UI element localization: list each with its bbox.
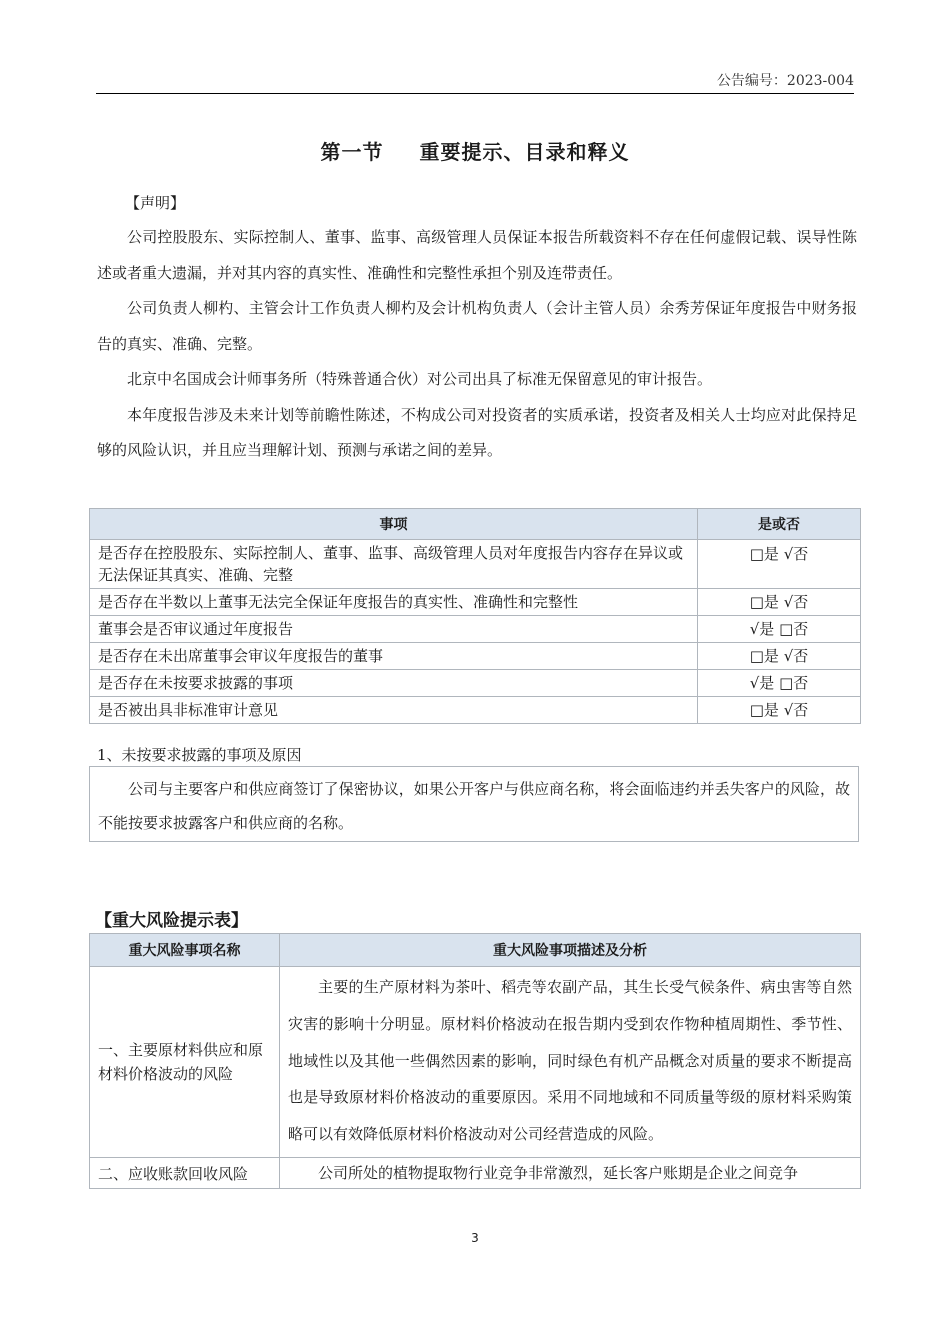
section-title [0,136,950,165]
table-row [90,643,861,670]
page-number: 3 [471,1231,479,1245]
column-header-risk-name: 重大风险事项名称 [90,934,280,967]
statement-paragraph: 公司控股股东、实际控制人、董事、监事、高级管理人员保证本报告所载资料不存在任何虚假记载、误导性陈述或者重大遗漏，并对其内容的真实性、准确性和完整性承担个别及连带责任。 [97,228,857,282]
risk-name: 二、应收账款回收风险 [90,1157,280,1188]
risk-description: 公司所处的植物提取物行业竞争非常激烈，延长客户账期是企业之间竞争 [318,1163,799,1182]
table-row [90,589,861,616]
statement-block [97,186,857,469]
table-row [90,1157,861,1188]
table-row [90,670,861,697]
risk-description-cell [280,1157,861,1188]
statement-paragraph: 北京中名国成会计师事务所（特殊普通合伙）对公司出具了标准无保留意见的审计报告。 [127,370,713,388]
matter-item: 董事会是否审议通过年度报告 [90,616,698,643]
risk-description-cell [280,967,861,1158]
risk-name: 一、主要原材料供应和原材料价格波动的风险 [90,967,280,1158]
undisclosed-box [89,766,859,842]
table-row [90,697,861,724]
matter-answer: √是 □否 [698,670,861,697]
section-heading: 重要提示、目录和释义 [419,140,630,164]
matter-item: 是否存在未出席董事会审议年度报告的董事 [90,643,698,670]
matter-item: 是否存在半数以上董事无法完全保证年度报告的真实性、准确性和完整性 [90,589,698,616]
risk-table-title: 【重大风险提示表】 [95,911,248,931]
matter-item: 是否存在控股股东、实际控制人、董事、监事、高级管理人员对年度报告内容存在异议或无法保证其真实、准确、完整 [90,540,698,589]
table-row [90,616,861,643]
matter-item: 是否被出具非标准审计意见 [90,697,698,724]
table-header-row [90,934,861,967]
column-header-risk-desc: 重大风险事项描述及分析 [280,934,861,967]
matter-answer: □是 √否 [698,697,861,724]
column-header-item: 事项 [90,509,698,540]
risk-table [89,933,861,1189]
header-rule [96,93,854,94]
risk-description: 主要的生产原材料为茶叶、稻壳等农副产品，其生长受气候条件、病虫害等自然灾害的影响十分明显。原材料价格波动在报告期内受到农作物种植周期性、季节性、地域性以及其他一些偶然因素的影响，同时绿色有机产品概念对质量的要求不断提高也是导致原材料价格波动的重要原因。采用不同地域和不同质量等级的原材料采购策略可以有效降低原材料价格波动对公司经营造成的风险。 [288,978,852,1144]
undisclosed-title: 1、未按要求披露的事项及原因 [97,746,302,764]
matter-answer: □是 √否 [698,589,861,616]
matter-answer: □是 √否 [698,540,861,589]
section-number: 第一节 [320,140,384,164]
matter-item: 是否存在未按要求披露的事项 [90,670,698,697]
announcement-number: 公告编号：2023-004 [716,73,854,89]
column-header-answer: 是或否 [698,509,861,540]
matter-answer: √是 □否 [698,616,861,643]
table-row [90,540,861,589]
table-header-row [90,509,861,540]
undisclosed-text: 公司与主要客户和供应商签订了保密协议，如果公开客户与供应商名称，将会面临违约并丢失客户的风险，故不能按要求披露客户和供应商的名称。 [98,780,850,832]
matter-answer: □是 √否 [698,643,861,670]
matters-table [89,508,861,724]
statement-paragraph: 公司负责人柳杓、主管会计工作负责人柳杓及会计机构负责人（会计主管人员）余秀芳保证年度报告中财务报告的真实、准确、完整。 [97,299,857,353]
statement-paragraph: 本年度报告涉及未来计划等前瞻性陈述，不构成公司对投资者的实质承诺，投资者及相关人士均应对此保持足够的风险认识，并且应当理解计划、预测与承诺之间的差异。 [97,405,857,459]
table-row [90,967,861,1158]
statement-label: 【声明】 [125,194,186,212]
